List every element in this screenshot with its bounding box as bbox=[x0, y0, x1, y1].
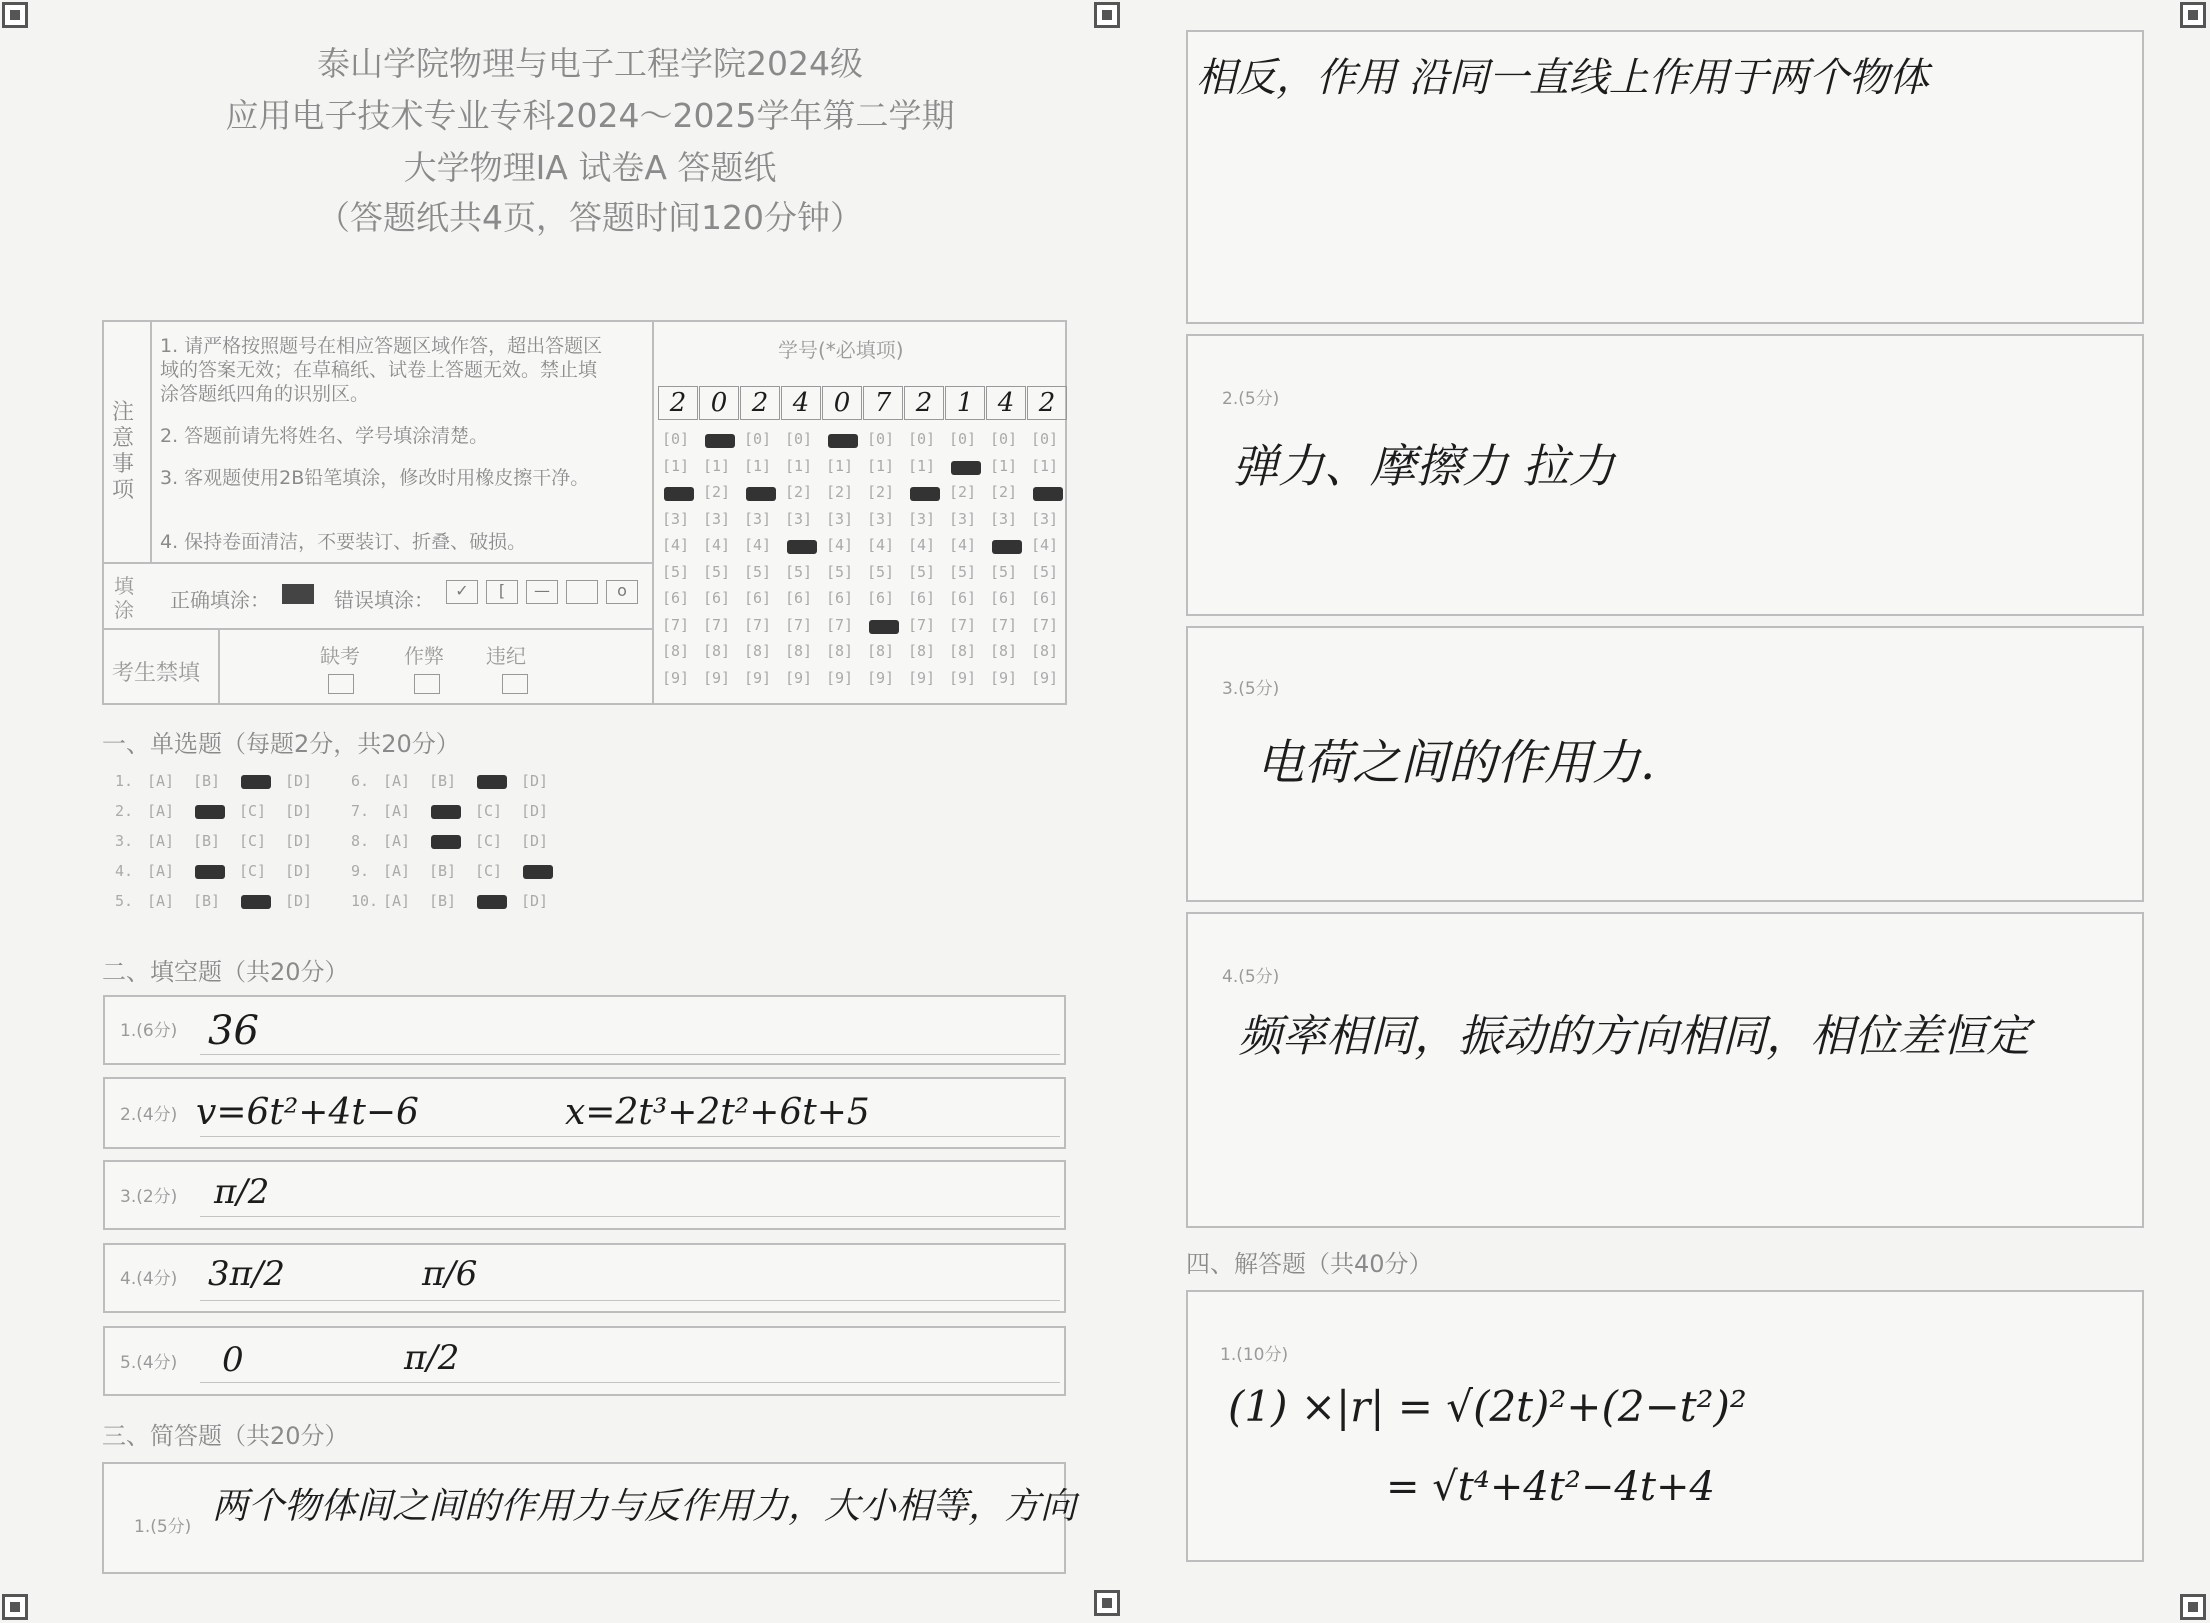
id-bubble[interactable]: [1] bbox=[744, 456, 772, 475]
id-bubble-filled[interactable] bbox=[1033, 487, 1063, 501]
id-bubble[interactable]: [9] bbox=[785, 668, 813, 687]
header-line-2: 应用电子技术专业专科2024～2025学年第二学期 bbox=[225, 96, 955, 135]
id-bubble[interactable]: [0] bbox=[949, 430, 977, 448]
id-bubble[interactable]: [8] bbox=[826, 642, 854, 660]
corner-marker-top-left bbox=[2, 2, 28, 28]
id-bubble[interactable]: [1] bbox=[785, 456, 813, 475]
mc-bubble-filled[interactable] bbox=[431, 805, 461, 819]
mc-question-number: 5. bbox=[115, 892, 134, 910]
id-bubble[interactable]: [0] bbox=[908, 430, 936, 448]
student-id-digit: 2 bbox=[1027, 386, 1067, 420]
mc-bubble[interactable]: [C] bbox=[239, 862, 267, 880]
fill-q5-answer-1: 0 bbox=[222, 1340, 244, 1380]
mc-bubble[interactable]: [D] bbox=[285, 862, 313, 880]
mc-bubble[interactable]: [B] bbox=[429, 772, 457, 790]
id-bubble[interactable]: [3] bbox=[1031, 509, 1059, 528]
examinee-label: 考生禁填 bbox=[112, 661, 201, 686]
fill-q2-label: 2.(4分) bbox=[120, 1105, 178, 1125]
header-line-4: （答题纸共4页，答题时间120分钟） bbox=[317, 198, 863, 237]
id-bubble[interactable]: [1] bbox=[1031, 456, 1059, 475]
id-bubble[interactable]: [6] bbox=[990, 589, 1018, 607]
mc-bubble[interactable]: [D] bbox=[521, 802, 549, 820]
id-bubble[interactable]: [4] bbox=[908, 536, 936, 554]
mc-question-number: 6. bbox=[351, 772, 370, 790]
id-bubble[interactable]: [7] bbox=[990, 615, 1018, 634]
student-id-bubble-grid bbox=[660, 428, 1060, 698]
mc-bubble[interactable]: [A] bbox=[383, 892, 411, 910]
id-bubble[interactable]: [3] bbox=[703, 509, 731, 528]
id-bubble[interactable]: [9] bbox=[703, 668, 731, 687]
id-bubble[interactable]: [9] bbox=[949, 668, 977, 687]
corner-marker-bottom-center bbox=[1094, 1590, 1120, 1616]
wrong-mark-1: ✓ bbox=[446, 580, 478, 604]
id-bubble[interactable]: [5] bbox=[867, 562, 895, 581]
notice-label: 注意事项 bbox=[112, 400, 135, 503]
mc-question-number: 3. bbox=[115, 832, 134, 850]
mc-answer-area bbox=[115, 772, 575, 922]
short-q2-answer: 弹力、摩擦力 拉力 bbox=[1232, 439, 1615, 493]
id-bubble[interactable]: [6] bbox=[908, 589, 936, 607]
mc-bubble[interactable]: [C] bbox=[475, 832, 503, 850]
short-q1-answer-part2: 相反，作用 沿同一直线上作用于两个物体 bbox=[1196, 55, 1929, 101]
id-bubble[interactable]: [4] bbox=[703, 536, 731, 554]
id-bubble[interactable]: [5] bbox=[703, 562, 731, 581]
id-bubble[interactable]: [8] bbox=[949, 642, 977, 660]
id-bubble[interactable]: [1] bbox=[826, 456, 854, 475]
wrong-mark-5: o bbox=[606, 580, 638, 604]
short-q3-answer: 电荷之间的作用力. bbox=[1256, 735, 1656, 791]
notice-divider-h1 bbox=[102, 562, 652, 564]
violation-label: 违纪 bbox=[486, 644, 526, 668]
mc-bubble[interactable]: [B] bbox=[429, 862, 457, 880]
id-bubble[interactable]: [8] bbox=[1031, 642, 1059, 660]
id-bubble[interactable]: [2] bbox=[785, 483, 813, 501]
id-bubble[interactable]: [4] bbox=[1031, 536, 1059, 554]
id-bubble[interactable]: [9] bbox=[867, 668, 895, 687]
id-bubble[interactable]: [2] bbox=[826, 483, 854, 501]
mc-bubble[interactable]: [A] bbox=[147, 892, 175, 910]
id-bubble[interactable]: [5] bbox=[949, 562, 977, 581]
fill-q1-label: 1.(6分) bbox=[120, 1021, 178, 1041]
fill-q4-answer-1: 3π/2 bbox=[208, 1254, 286, 1294]
mc-bubble-filled[interactable] bbox=[241, 895, 271, 909]
id-bubble[interactable]: [9] bbox=[1031, 668, 1059, 687]
id-bubble[interactable]: [4] bbox=[949, 536, 977, 554]
short-q3-label: 3.(5分) bbox=[1222, 679, 1280, 699]
mc-bubble[interactable]: [D] bbox=[521, 772, 549, 790]
fill-q2-answer-x: x=2t³+2t²+6t+5 bbox=[565, 1092, 870, 1133]
fill-q4-answer-2: π/6 bbox=[422, 1254, 478, 1294]
fill-q1-answer: 36 bbox=[208, 1008, 259, 1054]
id-bubble[interactable]: [5] bbox=[785, 562, 813, 581]
mc-bubble[interactable]: [B] bbox=[429, 892, 457, 910]
wrong-fill-samples bbox=[446, 580, 638, 604]
id-bubble[interactable]: [8] bbox=[908, 642, 936, 660]
student-id-digit: 4 bbox=[781, 386, 821, 420]
header-line-1: 泰山学院物理与电子工程学院2024级 bbox=[317, 44, 863, 83]
corner-marker-top-right bbox=[2180, 2, 2206, 28]
fill-q4-underline bbox=[200, 1300, 1060, 1301]
mc-bubble[interactable]: [A] bbox=[147, 832, 175, 850]
mc-bubble[interactable]: [D] bbox=[285, 772, 313, 790]
mc-question-number: 2. bbox=[115, 802, 134, 820]
violation-checkbox[interactable] bbox=[502, 674, 528, 694]
correct-fill-label: 正确填涂： bbox=[170, 588, 270, 612]
id-bubble[interactable]: [5] bbox=[744, 562, 772, 581]
id-bubble[interactable]: [1] bbox=[662, 456, 690, 475]
section4-title: 四、解答题（共40分） bbox=[1186, 1250, 1433, 1278]
id-bubble[interactable]: [3] bbox=[990, 509, 1018, 528]
id-bubble[interactable]: [9] bbox=[826, 668, 854, 687]
student-id-digits bbox=[658, 386, 1067, 420]
id-bubble-filled[interactable] bbox=[951, 461, 981, 475]
id-bubble-filled[interactable] bbox=[992, 540, 1022, 554]
fill-q5-label: 5.(4分) bbox=[120, 1353, 178, 1373]
student-id-digit: 2 bbox=[904, 386, 944, 420]
mc-bubble[interactable]: [A] bbox=[383, 862, 411, 880]
absent-label: 缺考 bbox=[320, 644, 360, 668]
mc-question-number: 9. bbox=[351, 862, 370, 880]
id-bubble[interactable]: [6] bbox=[662, 589, 690, 607]
short-q1-answer-part1: 两个物体间之间的作用力与反作用力，大小相等，方向 bbox=[212, 1486, 1077, 1527]
fill-q4-label: 4.(4分) bbox=[120, 1269, 178, 1289]
mc-bubble[interactable]: [A] bbox=[383, 772, 411, 790]
notice-item-3: 3. 客观题使用2B铅笔填涂，修改时用橡皮擦干净。 bbox=[160, 467, 590, 489]
id-bubble[interactable]: [9] bbox=[744, 668, 772, 687]
notice-label-col bbox=[150, 320, 152, 562]
mc-bubble[interactable]: [A] bbox=[147, 802, 175, 820]
mc-bubble[interactable]: [D] bbox=[285, 802, 313, 820]
id-bubble[interactable]: [3] bbox=[908, 509, 936, 528]
mc-bubble[interactable]: [D] bbox=[521, 832, 549, 850]
student-id-digit: 1 bbox=[945, 386, 985, 420]
absent-checkbox[interactable] bbox=[328, 674, 354, 694]
short-q2-label: 2.(5分) bbox=[1222, 389, 1280, 409]
id-bubble-filled[interactable] bbox=[869, 620, 899, 634]
id-bubble[interactable]: [6] bbox=[949, 589, 977, 607]
id-bubble[interactable]: [7] bbox=[826, 615, 854, 634]
id-bubble[interactable]: [7] bbox=[785, 615, 813, 634]
id-bubble[interactable]: [0] bbox=[744, 430, 772, 448]
fill-q1-underline bbox=[200, 1054, 1060, 1055]
wrong-mark-2: [ bbox=[486, 580, 518, 604]
id-bubble[interactable]: [3] bbox=[744, 509, 772, 528]
id-bubble[interactable]: [1] bbox=[703, 456, 731, 475]
mc-question-number: 8. bbox=[351, 832, 370, 850]
id-bubble[interactable]: [2] bbox=[867, 483, 895, 501]
id-bubble[interactable]: [3] bbox=[867, 509, 895, 528]
solve-q1-line1: (1) ×|r| = √(2t)²+(2−t²)² bbox=[1228, 1382, 1747, 1431]
wrong-mark-3: — bbox=[526, 580, 558, 604]
id-bubble[interactable]: [0] bbox=[1031, 430, 1059, 448]
correct-fill-sample bbox=[282, 584, 314, 604]
id-bubble[interactable]: [3] bbox=[949, 509, 977, 528]
mc-bubble[interactable]: [C] bbox=[475, 802, 503, 820]
cheat-checkbox[interactable] bbox=[414, 674, 440, 694]
id-bubble[interactable]: [3] bbox=[826, 509, 854, 528]
mc-bubble[interactable]: [A] bbox=[383, 802, 411, 820]
fill-label: 填涂 bbox=[114, 574, 134, 622]
mc-bubble-filled[interactable] bbox=[195, 865, 225, 879]
id-bubble[interactable]: [2] bbox=[949, 483, 977, 501]
id-bubble-filled[interactable] bbox=[705, 434, 735, 448]
header-line-3: 大学物理IA 试卷A 答题纸 bbox=[403, 148, 777, 187]
mc-bubble[interactable]: [D] bbox=[285, 832, 313, 850]
section3-title: 三、简答题（共20分） bbox=[102, 1422, 349, 1450]
id-bubble[interactable]: [3] bbox=[785, 509, 813, 528]
fill-q5-box[interactable] bbox=[103, 1326, 1066, 1396]
mc-bubble[interactable]: [C] bbox=[475, 862, 503, 880]
fill-q3-underline bbox=[200, 1216, 1060, 1217]
mc-bubble[interactable]: [D] bbox=[285, 892, 313, 910]
id-bubble[interactable]: [7] bbox=[949, 615, 977, 634]
student-id-digit: 0 bbox=[699, 386, 739, 420]
cheat-label: 作弊 bbox=[404, 644, 444, 668]
id-bubble[interactable]: [1] bbox=[990, 456, 1018, 475]
id-bubble[interactable]: [7] bbox=[1031, 615, 1059, 634]
id-bubble[interactable]: [2] bbox=[990, 483, 1018, 501]
id-bubble[interactable]: [8] bbox=[785, 642, 813, 660]
id-bubble-filled[interactable] bbox=[910, 487, 940, 501]
id-bubble[interactable]: [7] bbox=[662, 615, 690, 634]
notice-divider-v bbox=[652, 320, 654, 705]
id-bubble[interactable]: [5] bbox=[1031, 562, 1059, 581]
id-bubble[interactable]: [1] bbox=[867, 456, 895, 475]
id-bubble[interactable]: [6] bbox=[744, 589, 772, 607]
notice-item-4: 4. 保持卷面清洁，不要装订、折叠、破损。 bbox=[160, 531, 527, 553]
id-bubble[interactable]: [0] bbox=[990, 430, 1018, 448]
mc-bubble[interactable]: [A] bbox=[383, 832, 411, 850]
student-id-digit: 2 bbox=[658, 386, 698, 420]
mc-bubble[interactable]: [A] bbox=[147, 862, 175, 880]
id-bubble-filled[interactable] bbox=[787, 540, 817, 554]
mc-bubble-filled[interactable] bbox=[195, 805, 225, 819]
id-bubble[interactable]: [4] bbox=[867, 536, 895, 554]
section1-title: 一、单选题（每题2分，共20分） bbox=[102, 730, 460, 758]
fill-q3-label: 3.(2分) bbox=[120, 1187, 178, 1207]
mc-bubble-filled[interactable] bbox=[477, 895, 507, 909]
id-bubble[interactable]: [6] bbox=[1031, 589, 1059, 607]
id-bubble[interactable]: [8] bbox=[867, 642, 895, 660]
notice-divider-h2 bbox=[102, 628, 652, 630]
solve-q1-label: 1.(10分) bbox=[1220, 1345, 1289, 1365]
wrong-mark-4 bbox=[566, 580, 598, 604]
mc-question-number: 10. bbox=[351, 892, 379, 910]
short-q4-box[interactable] bbox=[1186, 912, 2144, 1228]
mc-bubble[interactable]: [A] bbox=[147, 772, 175, 790]
mc-bubble-filled[interactable] bbox=[431, 835, 461, 849]
mc-bubble-filled[interactable] bbox=[523, 865, 553, 879]
mc-question-number: 4. bbox=[115, 862, 134, 880]
corner-marker-bottom-right bbox=[2180, 1594, 2206, 1620]
id-bubble[interactable]: [8] bbox=[662, 642, 690, 660]
mc-question-number: 7. bbox=[351, 802, 370, 820]
id-bubble[interactable]: [4] bbox=[744, 536, 772, 554]
student-id-digit: 4 bbox=[986, 386, 1026, 420]
mc-bubble[interactable]: [B] bbox=[193, 832, 221, 850]
fill-q5-answer-2: π/2 bbox=[404, 1338, 460, 1378]
id-bubble[interactable]: [9] bbox=[662, 668, 690, 687]
id-bubble[interactable]: [8] bbox=[744, 642, 772, 660]
mc-bubble-filled[interactable] bbox=[241, 775, 271, 789]
id-bubble[interactable]: [0] bbox=[785, 430, 813, 448]
id-bubble[interactable]: [7] bbox=[703, 615, 731, 634]
id-bubble[interactable]: [7] bbox=[744, 615, 772, 634]
id-bubble[interactable]: [4] bbox=[826, 536, 854, 554]
id-bubble[interactable]: [0] bbox=[662, 430, 690, 448]
mc-bubble-filled[interactable] bbox=[477, 775, 507, 789]
mc-bubble[interactable]: [B] bbox=[193, 772, 221, 790]
mc-bubble[interactable]: [C] bbox=[239, 802, 267, 820]
wrong-fill-label: 错误填涂： bbox=[334, 588, 434, 612]
fill-q2-underline bbox=[200, 1136, 1060, 1137]
id-bubble[interactable]: [5] bbox=[908, 562, 936, 581]
id-bubble[interactable]: [6] bbox=[867, 589, 895, 607]
student-id-label: 学号(*必填项) bbox=[778, 338, 904, 362]
fill-q5-underline bbox=[200, 1382, 1060, 1383]
notice-item-2: 2. 答题前请先将姓名、学号填涂清楚。 bbox=[160, 425, 489, 447]
id-bubble[interactable]: [0] bbox=[867, 430, 895, 448]
id-bubble[interactable]: [3] bbox=[662, 509, 690, 528]
id-bubble[interactable]: [4] bbox=[662, 536, 690, 554]
id-bubble[interactable]: [5] bbox=[826, 562, 854, 581]
mc-bubble[interactable]: [C] bbox=[239, 832, 267, 850]
mc-bubble[interactable]: [B] bbox=[193, 892, 221, 910]
id-bubble[interactable]: [6] bbox=[703, 589, 731, 607]
mc-question-number: 1. bbox=[115, 772, 134, 790]
short-q4-answer: 频率相同，振动的方向相同，相位差恒定 bbox=[1238, 1011, 2030, 1062]
id-bubble[interactable]: [8] bbox=[703, 642, 731, 660]
fill-q3-answer: π/2 bbox=[214, 1172, 270, 1212]
student-id-digit: 2 bbox=[740, 386, 780, 420]
id-bubble[interactable]: [5] bbox=[990, 562, 1018, 581]
id-bubble[interactable]: [7] bbox=[908, 615, 936, 634]
id-bubble-filled[interactable] bbox=[664, 487, 694, 501]
short-q1-label: 1.(5分) bbox=[134, 1517, 192, 1537]
examinee-divider bbox=[218, 630, 220, 705]
solve-q1-line2: = √t⁴+4t²−4t+4 bbox=[1386, 1464, 1715, 1510]
mc-bubble[interactable]: [D] bbox=[521, 892, 549, 910]
id-bubble[interactable]: [9] bbox=[990, 668, 1018, 687]
fill-q2-answer-v: v=6t²+4t−6 bbox=[196, 1092, 419, 1133]
student-id-digit: 7 bbox=[863, 386, 903, 420]
id-bubble[interactable]: [1] bbox=[908, 456, 936, 475]
short-q4-label: 4.(5分) bbox=[1222, 967, 1280, 987]
id-bubble[interactable]: [2] bbox=[703, 483, 731, 501]
section2-title: 二、填空题（共20分） bbox=[102, 958, 349, 986]
id-bubble[interactable]: [9] bbox=[908, 668, 936, 687]
corner-marker-bottom-left bbox=[2, 1594, 28, 1620]
id-bubble[interactable]: [8] bbox=[990, 642, 1018, 660]
corner-marker-top-center bbox=[1094, 2, 1120, 28]
id-bubble-filled[interactable] bbox=[746, 487, 776, 501]
notice-item-1: 1. 请严格按照题号在相应答题区域作答，超出答题区域的答案无效；在草稿纸、试卷上答题无效。禁止填涂答题纸四角的识别区。 bbox=[160, 335, 603, 405]
id-bubble[interactable]: [6] bbox=[785, 589, 813, 607]
id-bubble-filled[interactable] bbox=[828, 434, 858, 448]
id-bubble[interactable]: [5] bbox=[662, 562, 690, 581]
id-bubble[interactable]: [6] bbox=[826, 589, 854, 607]
student-id-digit: 0 bbox=[822, 386, 862, 420]
